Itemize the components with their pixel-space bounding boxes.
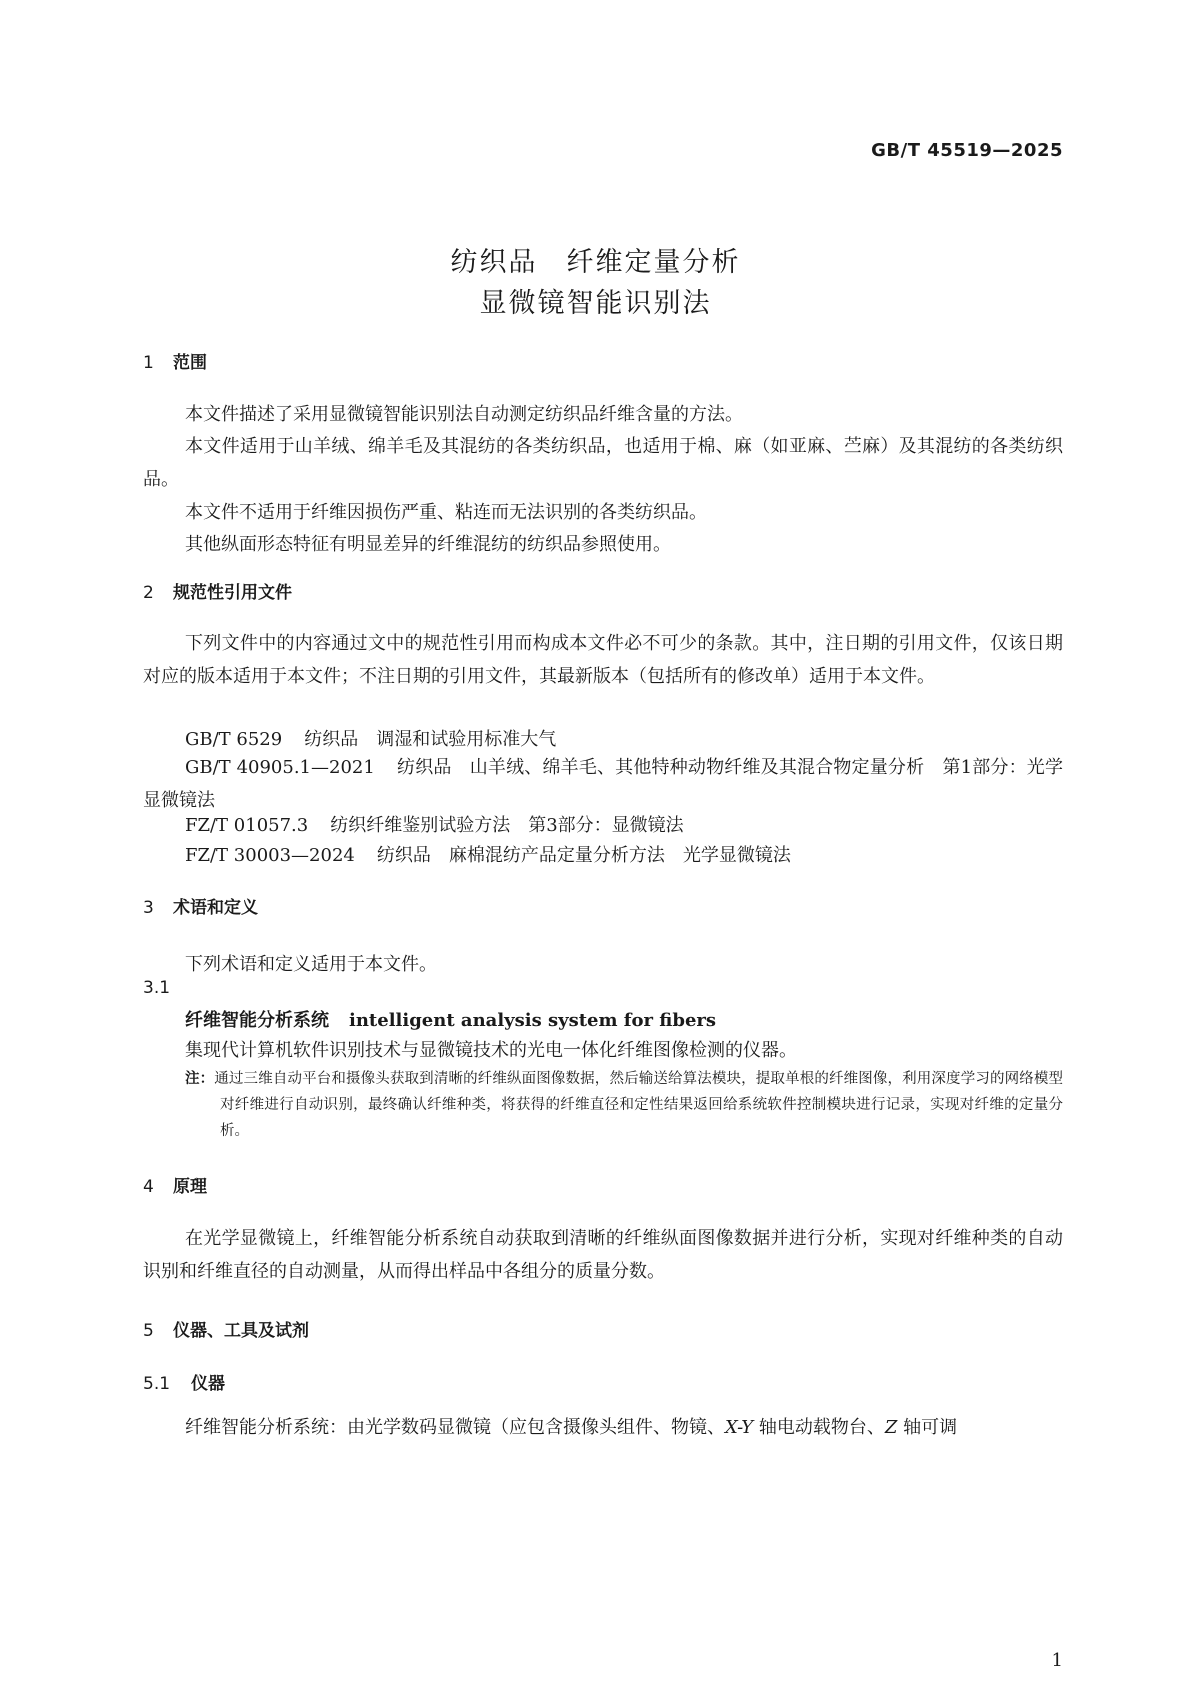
subsection-title: 仪器 — [191, 1374, 225, 1394]
paragraph: 在光学显微镜上，纤维智能分析系统自动获取到清晰的纤维纵面图像数据并进行分析，实现对纤维种类的自动识别和纤维直径的自动测量，从而得出样品中各组分的质量分数。 — [143, 1228, 1063, 1282]
term-number: 3.1 — [143, 978, 171, 998]
page-number: 1 — [1051, 1650, 1063, 1671]
note-label: 注： — [185, 1071, 215, 1087]
paragraph: 下列术语和定义适用于本文件。 — [185, 954, 437, 975]
z-axis-label: Z — [884, 1417, 898, 1438]
term-definition: 集现代计算机软件识别技术与显微镜技术的光电一体化纤维图像检测的仪器。 — [185, 1040, 797, 1061]
section-number: 5 — [143, 1321, 154, 1341]
reference-code: FZ/T 30003—2024 — [185, 845, 355, 866]
section-1-heading — [143, 348, 207, 373]
section-5-heading — [143, 1316, 309, 1341]
reference-title: 纺织纤维鉴别试验方法 第3部分：显微镜法 — [330, 815, 684, 836]
reference-item — [185, 725, 556, 751]
reference-code: FZ/T 01057.3 — [185, 815, 309, 836]
term-chinese: 纤维智能分析系统 — [185, 1010, 329, 1031]
section-number: 1 — [143, 353, 154, 373]
term-title — [185, 1006, 716, 1032]
section-number: 2 — [143, 583, 154, 603]
reference-item — [185, 841, 791, 867]
subsection-5-1-heading — [143, 1369, 225, 1394]
section-title: 仪器、工具及试剂 — [173, 1321, 309, 1341]
xy-axis-label: X-Y — [725, 1417, 754, 1438]
section-title: 原理 — [173, 1177, 207, 1197]
document-title-line2: 显微镜智能识别法 — [479, 288, 712, 319]
reference-title: 纺织品 山羊绒、绵羊毛、其他特种动物纤维及其混合物定量分析 第1部分：光学显微镜法 — [143, 757, 1063, 811]
paragraph: 其他纵面形态特征有明显差异的纤维混纺的纺织品参照使用。 — [185, 534, 671, 555]
reference-code: GB/T 40905.1—2021 — [185, 757, 375, 778]
note-text: 通过三维自动平台和摄像头获取到清晰的纤维纵面图像数据，然后输送给算法模块，提取单根的纤维图像，利用深度学习的网络模型对纤维进行自动识别，最终确认纤维种类，将获得的纤维直径和定性结果返回给系统软件控制模块进行记录，实现对纤维的定量分析。 — [214, 1071, 1064, 1139]
paragraph: 本文件不适用于纤维因损伤严重、粘连而无法识别的各类纺织品。 — [185, 502, 707, 523]
section-4-heading — [143, 1172, 207, 1197]
reference-item — [185, 811, 684, 837]
section-title: 规范性引用文件 — [173, 583, 292, 603]
section-2-heading — [143, 578, 292, 603]
paragraph: 纤维智能分析系统：由光学数码显微镜（应包含摄像头组件、物镜、X-Y 轴电动载物台、Z 轴可调 — [185, 1417, 958, 1438]
paragraph: 本文件描述了采用显微镜智能识别法自动测定纺织品纤维含量的方法。 — [185, 404, 743, 425]
document-title-line1: 纺织品 纤维定量分析 — [450, 247, 741, 278]
term-english: intelligent analysis system for fibers — [349, 1010, 717, 1031]
section-title: 范围 — [173, 353, 207, 373]
reference-title: 纺织品 麻棉混纺产品定量分析方法 光学显微镜法 — [376, 845, 791, 866]
term-note — [185, 1066, 1063, 1144]
standard-code: GB/T 45519—2025 — [871, 140, 1063, 161]
reference-code: GB/T 6529 — [185, 729, 283, 750]
paragraph: 下列文件中的内容通过文中的规范性引用而构成本文件必不可少的条款。其中，注日期的引用文件，仅该日期对应的版本适用于本文件；不注日期的引用文件，其最新版本（包括所有的修改单）适用于本文件。 — [143, 633, 1063, 687]
reference-title: 纺织品 调湿和试验用标准大气 — [304, 729, 557, 750]
paragraph: 本文件适用于山羊绒、绵羊毛及其混纺的各类纺织品，也适用于棉、麻（如亚麻、苎麻）及其混纺的各类纺织品。 — [143, 436, 1063, 490]
section-3-heading — [143, 893, 258, 918]
reference-item — [143, 751, 1063, 817]
section-number: 4 — [143, 1177, 154, 1197]
subsection-number: 5.1 — [143, 1374, 171, 1394]
section-number: 3 — [143, 898, 154, 918]
section-title: 术语和定义 — [173, 898, 258, 918]
